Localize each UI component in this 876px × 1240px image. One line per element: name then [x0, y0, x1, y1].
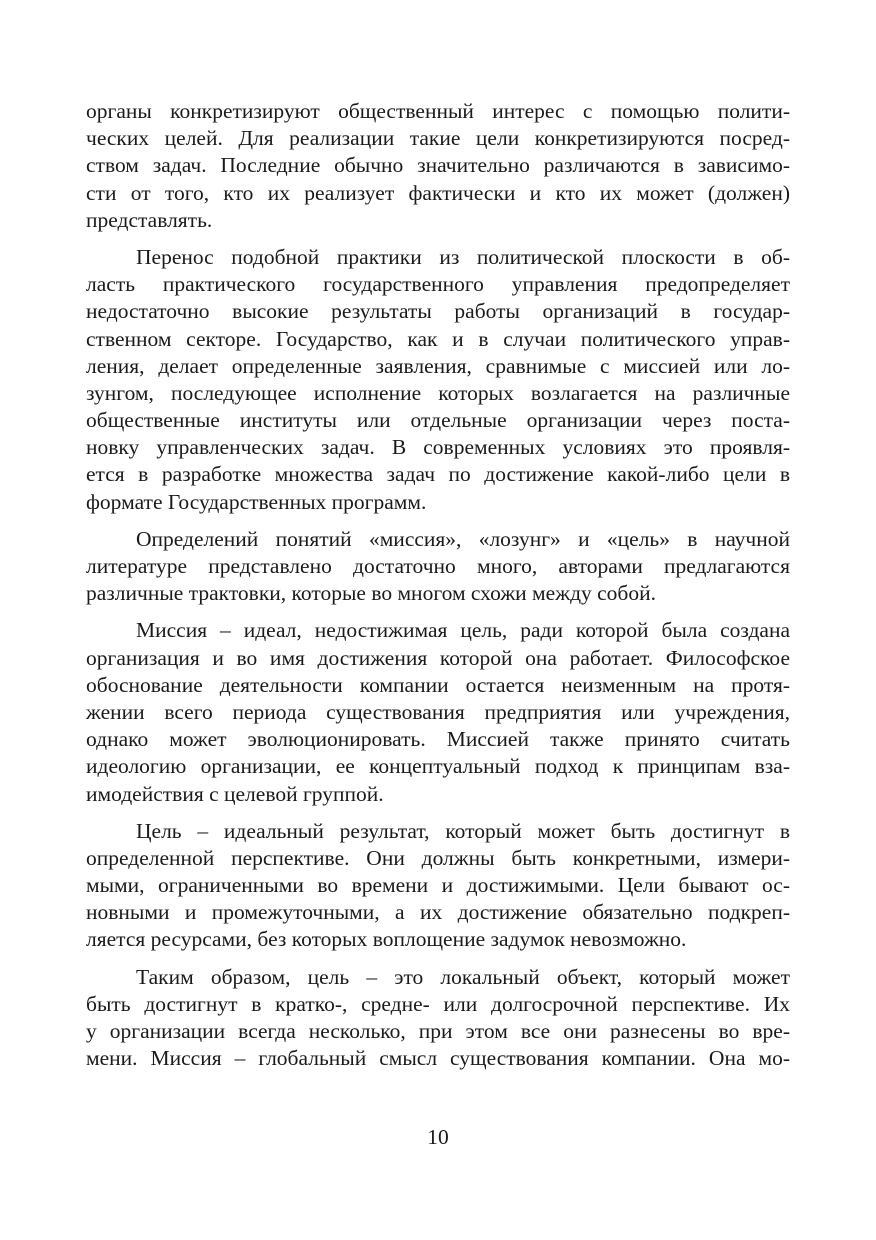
text-line: представлять.: [86, 207, 213, 232]
text-line: ственном секторе. Государство, как и в случаи политического управ-: [86, 326, 790, 351]
paragraph-1: [86, 98, 790, 234]
text-line: ется в разработке множества задач по достижение какой-либо цели в: [86, 462, 790, 487]
paragraph-3: [86, 526, 790, 608]
text-line: ческих целей. Для реализации такие цели конкретизируются посред-: [86, 126, 790, 151]
text-line: общественные институты или отдельные организации через поста-: [86, 408, 790, 433]
text-line: ляется ресурсами, без которых воплощение задумок невозможно.: [86, 927, 687, 952]
text-line: зунгом, последующее исполнение которых возлагается на различные: [86, 380, 790, 405]
text-line: идеологию организации, ее концептуальный подход к принципам вза-: [86, 754, 790, 779]
text-line: ством задач. Последние обычно значительно различаются в зависимо-: [86, 153, 790, 178]
text-line: литературе представлено достаточно много, авторами предлагаются: [86, 554, 790, 578]
text-line: новку управленческих задач. В современных условиях это проявля-: [86, 435, 790, 460]
text-line: различные трактовки, которые во многом схожи между собой.: [86, 581, 656, 606]
paragraph-5: [86, 818, 790, 954]
text-line: Цель – идеальный результат, который может быть достигнут в: [136, 818, 790, 843]
text-line: определенной перспективе. Они должны быть конкретными, измери-: [86, 845, 790, 870]
text-line: Перенос подобной практики из политической плоскости в об-: [136, 244, 790, 269]
text-line: Миссия – идеал, недостижимая цель, ради которой была создана: [136, 618, 790, 643]
text-line: обоснование деятельности компании остается неизменным на протя-: [86, 672, 790, 697]
text-line: мени. Миссия – глобальный смысл существования компании. Она мо-: [86, 1046, 790, 1071]
text-line: быть достигнут в кратко-, средне- или долгосрочной перспективе. Их: [86, 991, 790, 1016]
text-line: ласть практического государственного управления предопределяет: [86, 272, 790, 297]
page-number: 10: [427, 1125, 449, 1149]
text-line: организация и во имя достижения которой она работает. Философское: [86, 645, 790, 670]
paragraph-4: [86, 617, 790, 807]
page-body: [86, 98, 790, 1082]
text-line: органы конкретизируют общественный интерес с помощью полити-: [86, 99, 790, 123]
text-line: мыми, ограниченными во времени и достижимыми. Цели бывают ос-: [86, 873, 790, 898]
text-line: Определений понятий «миссия», «лозунг» и «цель» в научной: [136, 526, 790, 551]
text-line: жении всего периода существования предприятия или учреждения,: [86, 699, 790, 724]
text-line: ления, делает определенные заявления, сравнимые с миссией или ло-: [86, 353, 790, 378]
text-line: Таким образом, цель – это локальный объект, который может: [136, 964, 790, 989]
paragraph-2: [86, 244, 790, 516]
text-line: сти от того, кто их реализует фактически и кто их может (должен): [86, 180, 790, 205]
text-line: формате Государственных программ.: [86, 489, 427, 514]
text-line: новными и промежуточными, а их достижение обязательно подкреп-: [86, 900, 790, 925]
text-line: у организации всегда несколько, при этом все они разнесены во вре-: [86, 1019, 790, 1043]
paragraph-6: [86, 964, 790, 1073]
text-line: однако может эволюционировать. Миссией также принято считать: [86, 727, 790, 752]
text-line: недостаточно высокие результаты работы организаций в государ-: [86, 299, 790, 324]
text-line: имодействия с целевой группой.: [86, 781, 384, 806]
